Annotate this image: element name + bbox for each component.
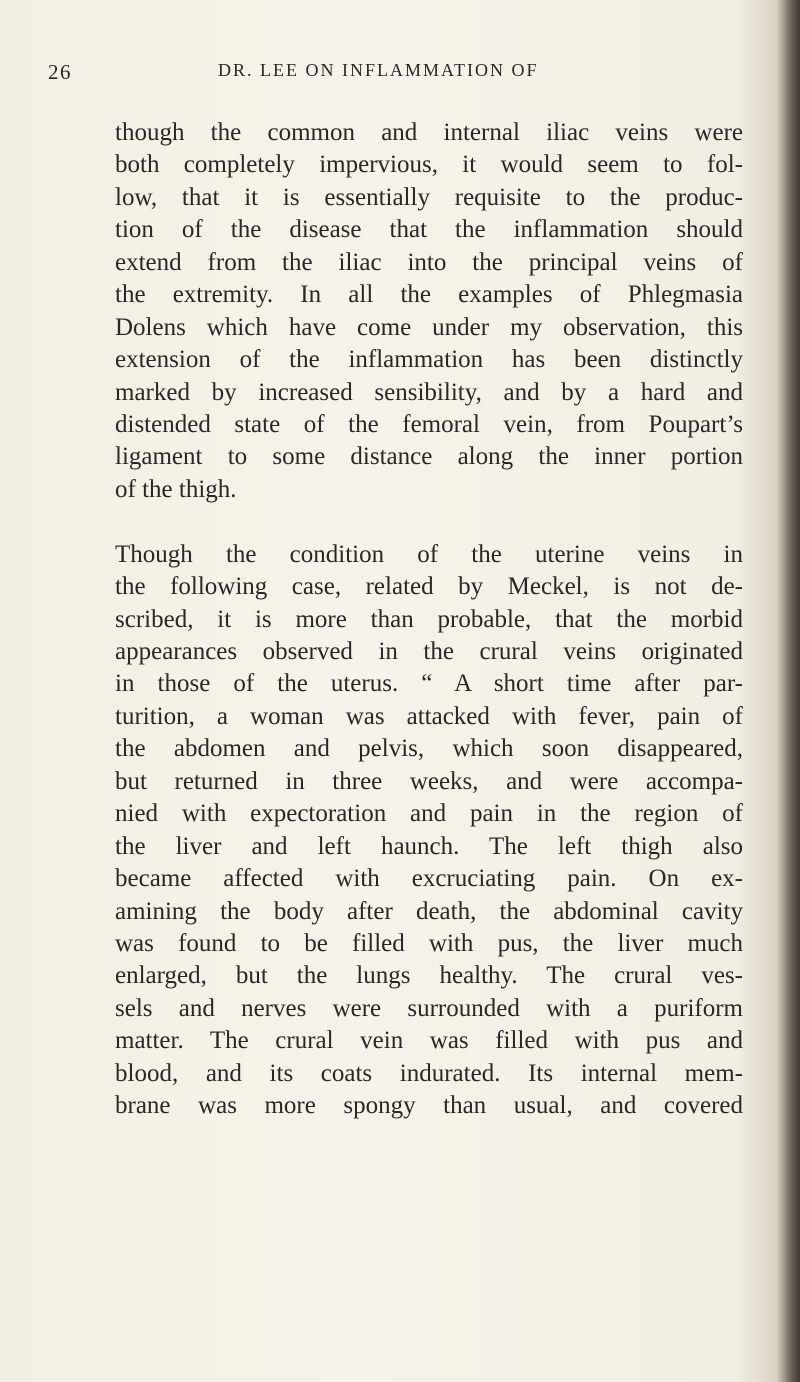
text-line: nied with expectoration and pain in the region of: [115, 800, 743, 828]
text-line: distended state of the femoral vein, from Poupart’s: [115, 410, 743, 438]
text-line: brane was more spongy than usual, and covered: [115, 1092, 743, 1120]
text-line: both completely impervious, it would seem to fol-: [115, 151, 743, 179]
text-line: the abdomen and pelvis, which soon disappeared,: [115, 735, 743, 763]
text-line: tion of the disease that the inflammation should: [115, 216, 743, 244]
text-line: but returned in three weeks, and were accompa-: [115, 767, 743, 795]
text-line: scribed, it is more than probable, that the morbid: [115, 605, 743, 633]
text-line: appearances observed in the crural veins originated: [115, 638, 743, 665]
running-head-title: DR. LEE ON INFLAMMATION OF: [218, 60, 539, 80]
text-line: amining the body after death, the abdominal cavity: [115, 897, 743, 925]
text-line: enlarged, but the lungs healthy. The crural ves-: [115, 962, 743, 990]
text-line: extend from the iliac into the principal veins of: [115, 248, 743, 276]
text-line: blood, and its coats indurated. Its internal mem-: [115, 1059, 743, 1087]
page-number: 26: [48, 60, 72, 84]
text-line: Dolens which have come under my observation, this: [115, 313, 743, 341]
text-line: marked by increased sensibility, and by a hard and: [115, 378, 743, 406]
text-line: low, that it is essentially requisite to the produc-: [115, 183, 743, 211]
text-line: the extremity. In all the examples of Phlegmasia: [115, 281, 743, 309]
text-line: matter. The crural vein was filled with pus and: [115, 1027, 743, 1055]
text-line: of the thigh.: [115, 475, 237, 503]
text-line: though the common and internal iliac veins were: [115, 119, 743, 146]
text-line: extension of the inflammation has been distinctly: [115, 346, 743, 374]
text-line: the following case, related by Meckel, is not de-: [115, 573, 743, 601]
text-line: was found to be filled with pus, the liver much: [115, 929, 743, 957]
text-line: ligament to some distance along the inner portion: [115, 443, 743, 471]
text-line: in those of the uterus. “ A short time after par-: [115, 670, 743, 698]
running-head: [48, 60, 748, 90]
paragraph-2: [115, 539, 743, 1123]
paragraph-1: [115, 117, 743, 506]
page-spine-shadow: [778, 0, 800, 1382]
paragraph-gap: [115, 506, 743, 538]
text-line: Though the condition of the uterine veins in: [115, 540, 743, 568]
text-line: turition, a woman was attacked with fever, pain of: [115, 702, 743, 730]
body-text: [115, 117, 743, 1123]
text-line: the liver and left haunch. The left thigh also: [115, 832, 743, 860]
text-line: sels and nerves were surrounded with a puriform: [115, 994, 743, 1022]
text-line: became affected with excruciating pain. On ex-: [115, 865, 743, 893]
